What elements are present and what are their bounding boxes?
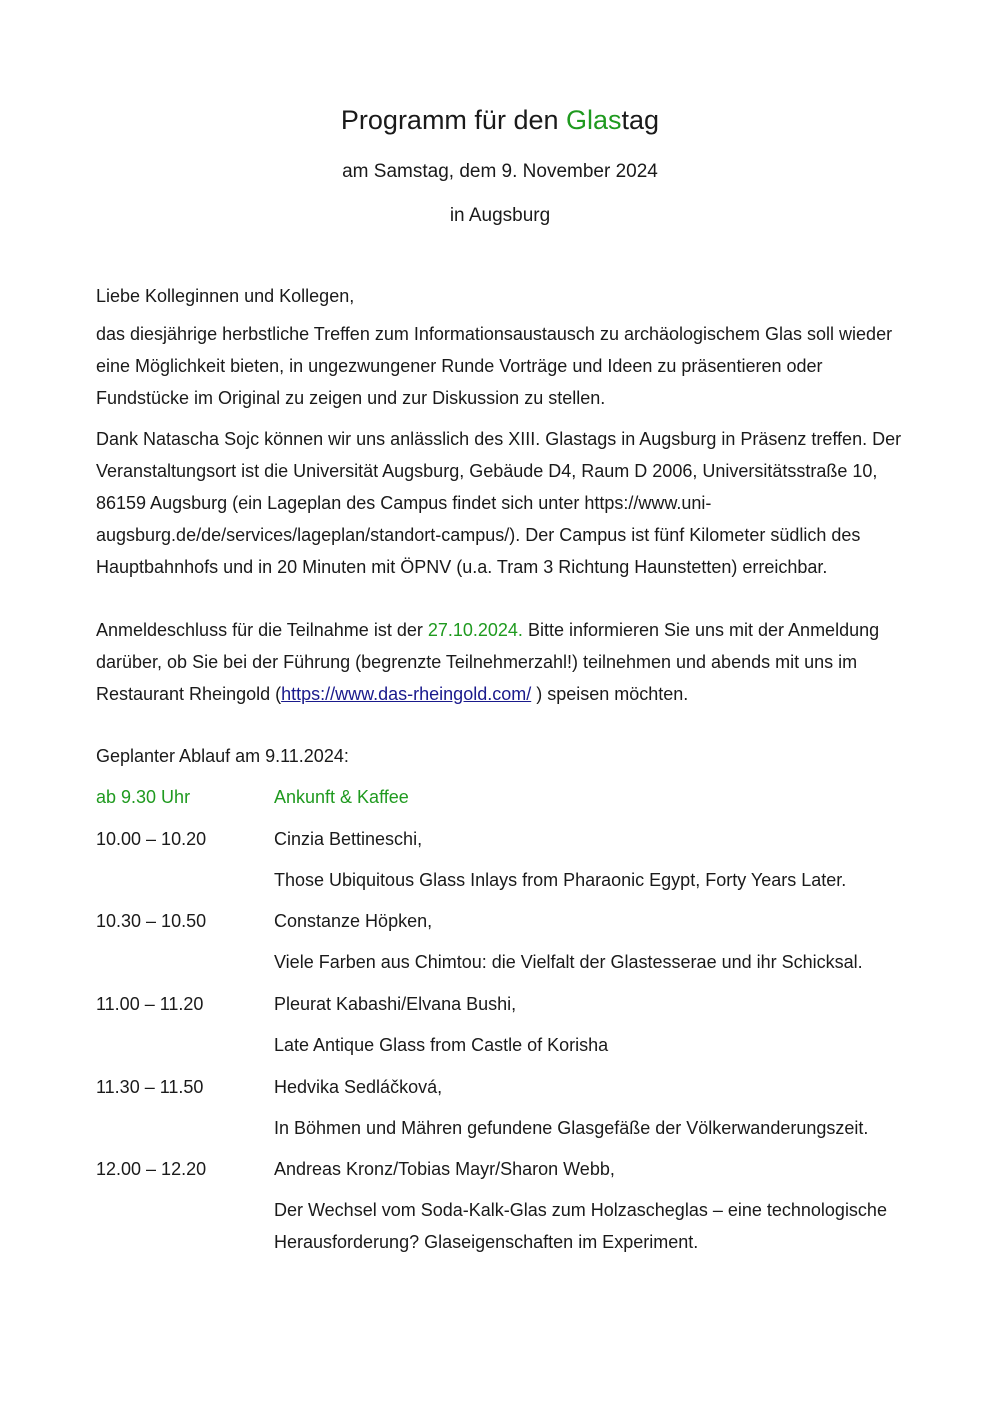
venue-paragraph: Dank Natascha Sojc können wir uns anlässlich des XIII. Glastags in Augsburg in Präsenz treffen. Der Veranstaltungsort ist die Universität Augsburg, Gebäude D4, Raum D 2006, Universitätsstraße 10, 86159 Augsburg (ein Lageplan des Campus findet sich unter https://www.uni-augsburg.de/de/services/lageplan/standort-campus/). Der Campus ist fünf Kilometer südlich des Hauptbahnhofs und in 20 Minuten mit ÖPNV (u.a. Tram 3 Richtung Haunstetten) erreichbar. (96, 429, 902, 577)
talk-time: 11.00 – 11.20 (96, 994, 204, 1014)
talk-speaker: Hedvika Sedláčková, (274, 1077, 443, 1097)
talk-time: 10.30 – 10.50 (96, 911, 207, 931)
arrival-time: ab 9.30 Uhr (96, 787, 191, 807)
talk-topic: Those Ubiquitous Glass Inlays from Pharaonic Egypt, Forty Years Later. (274, 870, 847, 890)
title-suffix: tag (621, 105, 660, 135)
registration-deadline: 27.10.2024. (427, 620, 523, 640)
talk-topic: In Böhmen und Mähren gefundene Glasgefäße der Völkerwanderungszeit. (274, 1118, 869, 1138)
registration-text-start: Anmeldeschluss für die Teilnahme ist der (96, 620, 428, 640)
talk-topic: Late Antique Glass from Castle of Korisha (274, 1035, 609, 1055)
talk-speaker: Andreas Kronz/Tobias Mayr/Sharon Webb, (274, 1159, 615, 1179)
registration-paragraph (96, 614, 916, 710)
page-title (0, 102, 1000, 138)
title-prefix: Programm für den (340, 105, 566, 135)
restaurant-link[interactable]: https://www.das-rheingold.com/ (281, 684, 532, 704)
salutation: Liebe Kolleginnen und Kollegen, (96, 286, 355, 306)
talk-speaker: Cinzia Bettineschi, (274, 829, 423, 849)
event-place: in Augsburg (449, 205, 551, 226)
arrival-label: Ankunft & Kaffee (274, 787, 409, 807)
registration-text-end: ) speisen möchten. (531, 684, 689, 704)
talk-time: 12.00 – 12.20 (96, 1159, 207, 1179)
event-date: am Samstag, dem 9. November 2024 (342, 161, 658, 182)
talk-speaker: Pleurat Kabashi/Elvana Bushi, (274, 994, 517, 1014)
schedule-title: Geplanter Ablauf am 9.11.2024: (96, 746, 349, 766)
talk-time: 11.30 – 11.50 (96, 1077, 204, 1097)
title-highlight: Glas (566, 105, 622, 135)
intro-paragraph: das diesjährige herbstliche Treffen zum Informationsaustausch zu archäologischem Glas soll wieder eine Möglichkeit bieten, in ungezwungener Runde Vorträge und Ideen zu präsentieren oder Fundstücke im Original zu zeigen und zur Diskussion zu stellen. (96, 324, 893, 408)
talk-topic: Der Wechsel vom Soda-Kalk-Glas zum Holzascheglas – eine technologische Herausforderung? Glaseigenschaften im Experiment. (274, 1200, 887, 1252)
talk-topic: Viele Farben aus Chimtou: die Vielfalt der Glastesserae und ihr Schicksal. (274, 952, 863, 972)
registration-text-middle: Bitte informieren Sie uns mit der Anmeldung darüber, ob Sie bei der Führung (begrenzte Teilnehmerzahl!) teilnehmen und abends mit uns im Restaurant Rheingold ( (96, 620, 880, 704)
talk-speaker: Constanze Höpken, (274, 911, 433, 931)
talk-time: 10.00 – 10.20 (96, 829, 207, 849)
